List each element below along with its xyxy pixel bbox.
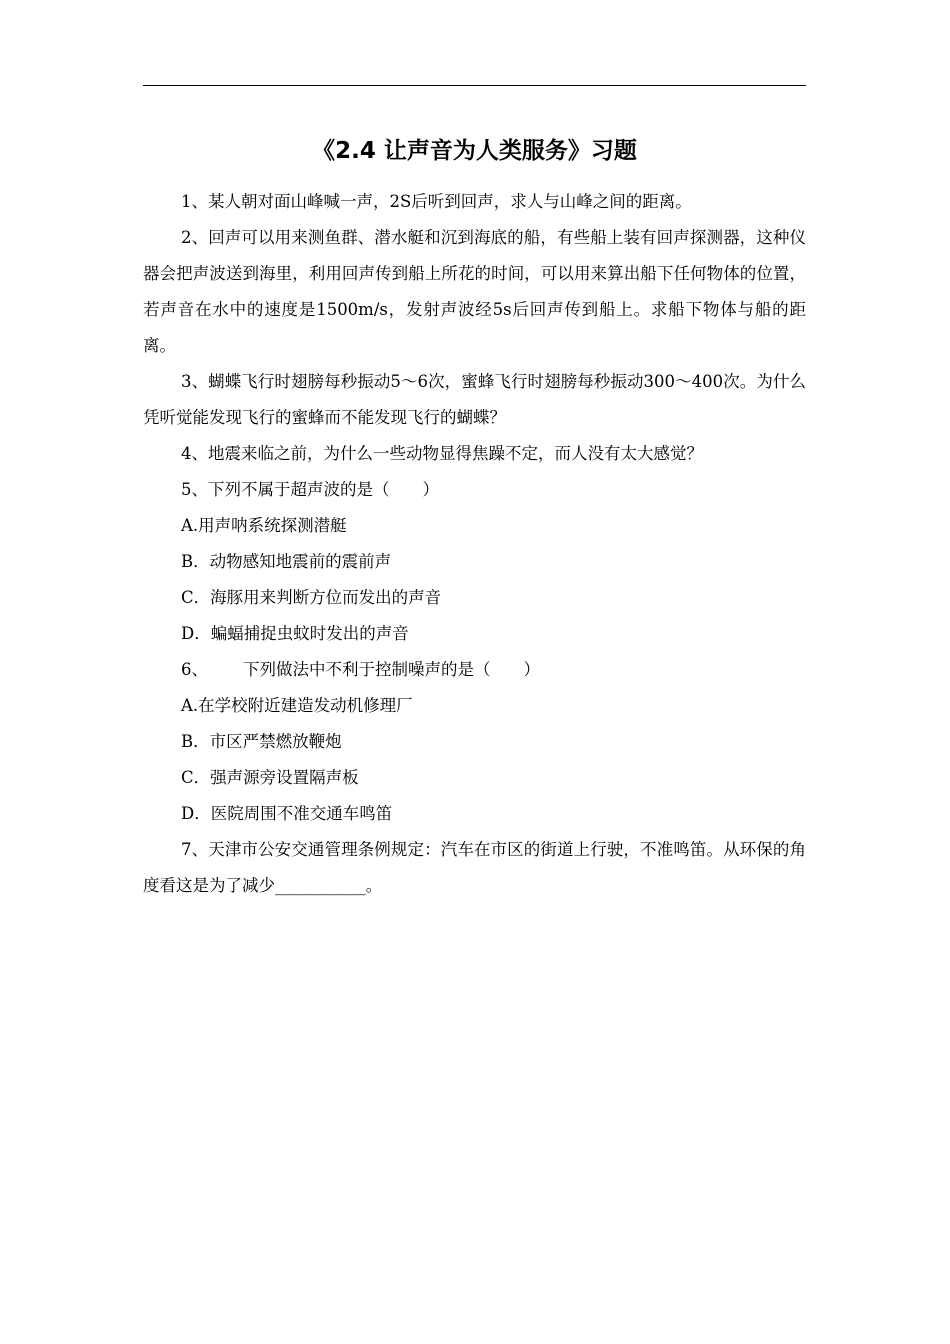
question-6-stem	[143, 652, 806, 688]
question-7: 7、天津市公安交通管理条例规定：汽车在市区的街道上行驶，不准鸣笛。从环保的角度看这是为了减少___________。	[143, 840, 806, 895]
question-4: 4、地震来临之前，为什么一些动物显得焦躁不定，而人没有太大感觉？	[181, 444, 703, 463]
document-body	[143, 184, 806, 904]
question-3: 3、蝴蝶飞行时翅膀每秒振动5～6次，蜜蜂飞行时翅膀每秒振动300～400次。为什么凭听觉能发现飞行的蜜蜂而不能发现飞行的蝴蝶？	[143, 372, 806, 427]
question-6-text: 下列做法中不利于控制噪声的是（ ）	[243, 660, 540, 679]
question-5-option-b: B．动物感知地震前的震前声	[181, 552, 392, 571]
question-6-option-b: B．市区严禁燃放鞭炮	[181, 732, 342, 751]
question-5-option-a: A.用声呐系统探测潜艇	[181, 516, 347, 535]
question-5-stem: 5、下列不属于超声波的是（ ）	[181, 480, 439, 499]
question-5-option-d: D．蝙蝠捕捉虫蚊时发出的声音	[181, 624, 409, 643]
question-2: 2、回声可以用来测鱼群、潜水艇和沉到海底的船，有些船上装有回声探测器，这种仪器会把声波送到海里，利用回声传到船上所花的时间，可以用来算出船下任何物体的位置，若声音在水中的速度是1500m/s，发射声波经5s后回声传到船上。求船下物体与船的距离。	[143, 228, 806, 355]
question-6-option-a: A.在学校附近建造发动机修理厂	[181, 696, 413, 715]
question-6-option-d: D．医院周围不准交通车鸣笛	[181, 804, 393, 823]
question-5-option-c: C．海豚用来判断方位而发出的声音	[181, 588, 442, 607]
question-1: 1、某人朝对面山峰喊一声，2S后听到回声，求人与山峰之间的距离。	[181, 192, 692, 211]
question-6-option-c: C．强声源旁设置隔声板	[181, 768, 359, 787]
question-6-number: 6、	[181, 660, 208, 679]
header-rule	[143, 85, 806, 86]
document-title: 《2.4 让声音为人类服务》习题	[312, 138, 637, 164]
